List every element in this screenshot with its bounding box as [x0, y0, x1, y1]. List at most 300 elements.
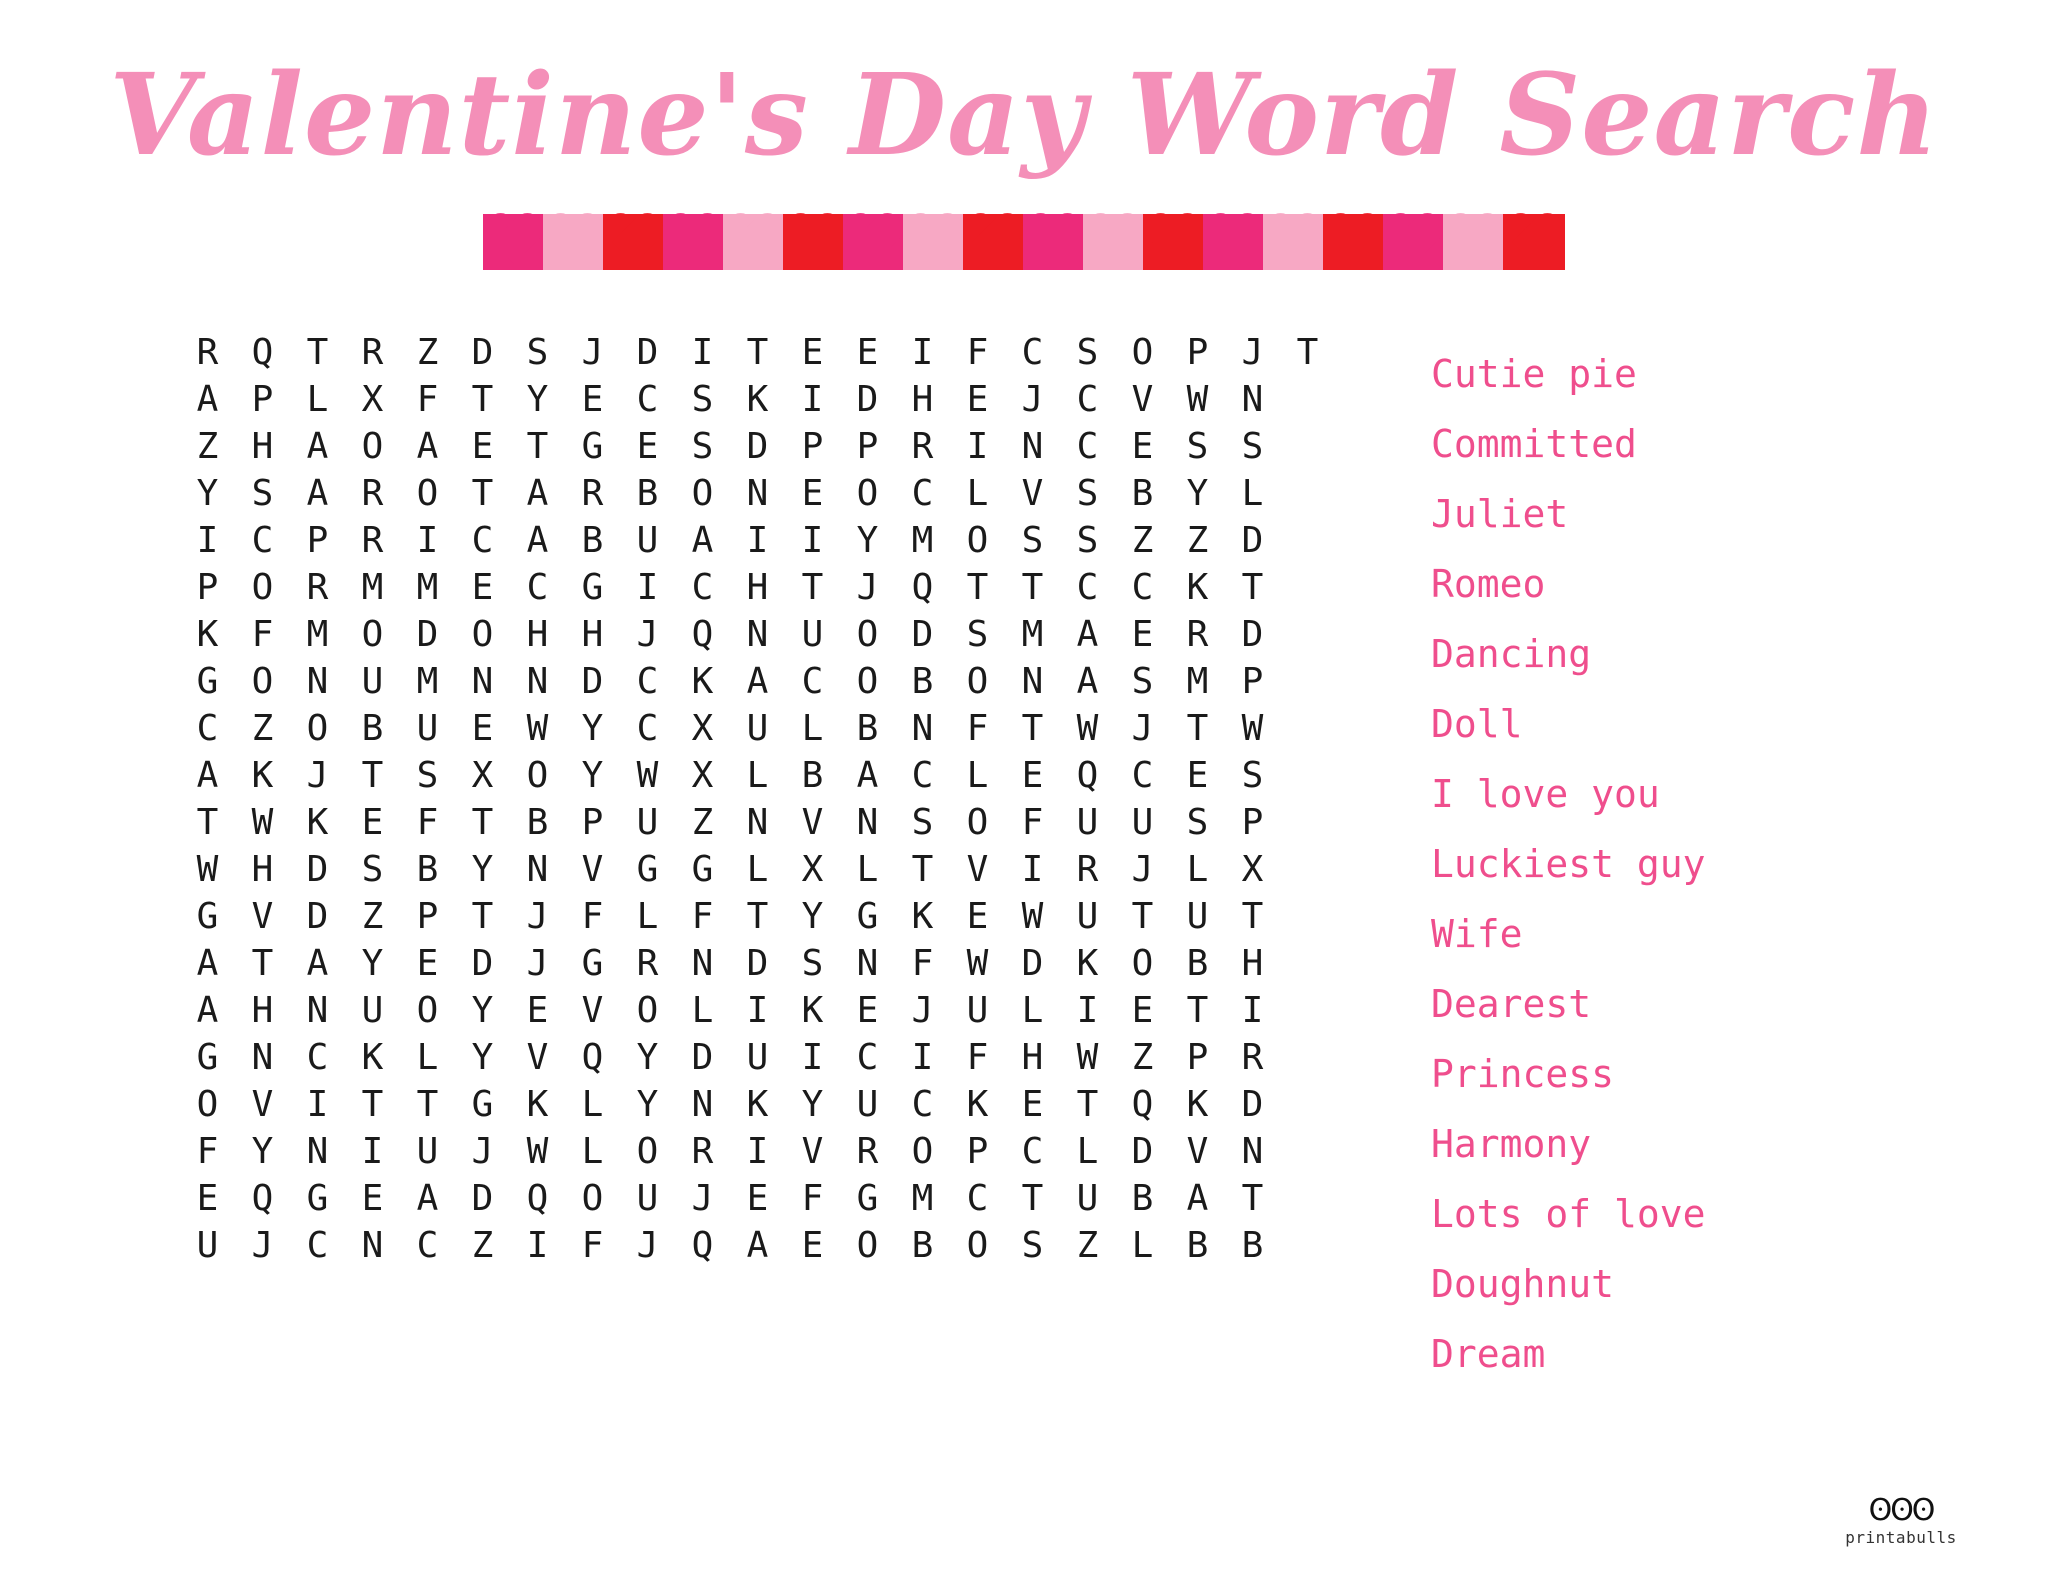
- grid-cell[interactable]: T: [1241, 1177, 1264, 1219]
- grid-cell[interactable]: L: [691, 989, 714, 1031]
- grid-cell[interactable]: T: [1186, 989, 1209, 1031]
- grid-cell[interactable]: U: [856, 1083, 879, 1125]
- grid-cell[interactable]: P: [1186, 1036, 1209, 1078]
- grid-cell[interactable]: I: [1021, 848, 1044, 890]
- grid-cell[interactable]: X: [691, 707, 714, 749]
- grid-cell[interactable]: E: [471, 425, 494, 467]
- grid-cell[interactable]: O: [416, 472, 439, 514]
- grid-cell[interactable]: N: [856, 801, 879, 843]
- grid-cell[interactable]: O: [856, 472, 879, 514]
- grid-cell[interactable]: S: [1076, 519, 1099, 561]
- grid-cell[interactable]: Y: [636, 1083, 659, 1125]
- grid-cell[interactable]: Z: [251, 707, 274, 749]
- grid-cell[interactable]: N: [746, 472, 769, 514]
- grid-cell[interactable]: E: [581, 378, 604, 420]
- grid-cell[interactable]: S: [251, 472, 274, 514]
- grid-cell[interactable]: F: [966, 707, 989, 749]
- grid-cell[interactable]: H: [251, 425, 274, 467]
- grid-cell[interactable]: C: [1131, 754, 1154, 796]
- grid-cell[interactable]: L: [1131, 1224, 1154, 1266]
- grid-cell[interactable]: D: [471, 1177, 494, 1219]
- grid-cell[interactable]: C: [691, 566, 714, 608]
- grid-cell[interactable]: S: [1186, 801, 1209, 843]
- grid-cell[interactable]: T: [746, 895, 769, 937]
- grid-cell[interactable]: W: [1076, 1036, 1099, 1078]
- grid-cell[interactable]: O: [966, 1224, 989, 1266]
- grid-cell[interactable]: W: [636, 754, 659, 796]
- grid-cell[interactable]: I: [306, 1083, 329, 1125]
- grid-cell[interactable]: H: [1241, 942, 1264, 984]
- grid-cell[interactable]: L: [746, 754, 769, 796]
- grid-cell[interactable]: P: [1186, 331, 1209, 373]
- grid-cell[interactable]: M: [1021, 613, 1044, 655]
- grid-cell[interactable]: S: [1021, 1224, 1044, 1266]
- grid-cell[interactable]: M: [1186, 660, 1209, 702]
- grid-cell[interactable]: U: [1131, 801, 1154, 843]
- grid-cell[interactable]: G: [471, 1083, 494, 1125]
- grid-cell[interactable]: O: [416, 989, 439, 1031]
- grid-cell[interactable]: S: [361, 848, 384, 890]
- grid-cell[interactable]: C: [416, 1224, 439, 1266]
- grid-cell[interactable]: Q: [691, 613, 714, 655]
- grid-cell[interactable]: D: [746, 942, 769, 984]
- grid-cell[interactable]: B: [856, 707, 879, 749]
- grid-cell[interactable]: I: [196, 519, 219, 561]
- grid-cell[interactable]: O: [691, 472, 714, 514]
- grid-cell[interactable]: S: [1186, 425, 1209, 467]
- word-list-item[interactable]: Committed: [1431, 421, 1637, 466]
- grid-cell[interactable]: T: [746, 331, 769, 373]
- grid-cell[interactable]: N: [1021, 660, 1044, 702]
- grid-cell[interactable]: K: [801, 989, 824, 1031]
- grid-cell[interactable]: G: [196, 1036, 219, 1078]
- grid-cell[interactable]: F: [196, 1130, 219, 1172]
- grid-cell[interactable]: E: [416, 942, 439, 984]
- grid-cell[interactable]: E: [1021, 754, 1044, 796]
- grid-cell[interactable]: Q: [251, 1177, 274, 1219]
- grid-cell[interactable]: U: [966, 989, 989, 1031]
- grid-cell[interactable]: O: [966, 801, 989, 843]
- grid-cell[interactable]: R: [636, 942, 659, 984]
- grid-cell[interactable]: D: [1021, 942, 1044, 984]
- grid-cell[interactable]: F: [581, 895, 604, 937]
- grid-cell[interactable]: D: [1131, 1130, 1154, 1172]
- grid-cell[interactable]: C: [471, 519, 494, 561]
- grid-cell[interactable]: E: [1131, 989, 1154, 1031]
- grid-cell[interactable]: Y: [471, 1036, 494, 1078]
- grid-cell[interactable]: A: [196, 989, 219, 1031]
- grid-cell[interactable]: K: [1186, 1083, 1209, 1125]
- grid-cell[interactable]: P: [306, 519, 329, 561]
- grid-cell[interactable]: S: [416, 754, 439, 796]
- grid-cell[interactable]: N: [526, 848, 549, 890]
- word-list-item[interactable]: Dream: [1431, 1331, 1546, 1376]
- grid-cell[interactable]: E: [471, 566, 494, 608]
- grid-cell[interactable]: L: [581, 1083, 604, 1125]
- grid-cell[interactable]: Q: [1076, 754, 1099, 796]
- grid-cell[interactable]: I: [636, 566, 659, 608]
- grid-cell[interactable]: K: [1076, 942, 1099, 984]
- grid-cell[interactable]: J: [636, 613, 659, 655]
- grid-cell[interactable]: K: [526, 1083, 549, 1125]
- grid-cell[interactable]: L: [306, 378, 329, 420]
- grid-cell[interactable]: I: [746, 1130, 769, 1172]
- grid-cell[interactable]: Z: [196, 425, 219, 467]
- grid-cell[interactable]: J: [526, 942, 549, 984]
- grid-cell[interactable]: B: [801, 754, 824, 796]
- grid-cell[interactable]: L: [746, 848, 769, 890]
- grid-cell[interactable]: Z: [1131, 1036, 1154, 1078]
- grid-cell[interactable]: T: [1021, 707, 1044, 749]
- grid-cell[interactable]: T: [251, 942, 274, 984]
- grid-cell[interactable]: P: [1241, 660, 1264, 702]
- grid-cell[interactable]: O: [196, 1083, 219, 1125]
- grid-cell[interactable]: Q: [1131, 1083, 1154, 1125]
- grid-cell[interactable]: K: [691, 660, 714, 702]
- grid-cell[interactable]: X: [361, 378, 384, 420]
- grid-cell[interactable]: V: [966, 848, 989, 890]
- grid-cell[interactable]: S: [911, 801, 934, 843]
- grid-cell[interactable]: C: [966, 1177, 989, 1219]
- grid-cell[interactable]: N: [691, 1083, 714, 1125]
- grid-cell[interactable]: N: [1241, 378, 1264, 420]
- grid-cell[interactable]: T: [966, 566, 989, 608]
- grid-cell[interactable]: C: [856, 1036, 879, 1078]
- grid-cell[interactable]: G: [306, 1177, 329, 1219]
- grid-cell[interactable]: Z: [361, 895, 384, 937]
- word-list-item[interactable]: Dearest: [1431, 981, 1592, 1026]
- grid-cell[interactable]: B: [911, 660, 934, 702]
- grid-cell[interactable]: F: [416, 801, 439, 843]
- grid-cell[interactable]: U: [636, 801, 659, 843]
- grid-cell[interactable]: J: [911, 989, 934, 1031]
- grid-cell[interactable]: C: [911, 754, 934, 796]
- grid-cell[interactable]: K: [361, 1036, 384, 1078]
- grid-cell[interactable]: O: [361, 613, 384, 655]
- grid-cell[interactable]: J: [636, 1224, 659, 1266]
- grid-cell[interactable]: O: [966, 519, 989, 561]
- grid-cell[interactable]: L: [1021, 989, 1044, 1031]
- grid-cell[interactable]: M: [361, 566, 384, 608]
- grid-cell[interactable]: E: [636, 425, 659, 467]
- grid-cell[interactable]: R: [1186, 613, 1209, 655]
- grid-cell[interactable]: P: [196, 566, 219, 608]
- grid-cell[interactable]: G: [856, 895, 879, 937]
- grid-cell[interactable]: S: [1076, 331, 1099, 373]
- grid-cell[interactable]: R: [911, 425, 934, 467]
- grid-cell[interactable]: W: [526, 1130, 549, 1172]
- grid-cell[interactable]: C: [306, 1036, 329, 1078]
- grid-cell[interactable]: O: [1131, 331, 1154, 373]
- grid-cell[interactable]: D: [1241, 519, 1264, 561]
- grid-cell[interactable]: C: [1076, 378, 1099, 420]
- grid-cell[interactable]: T: [1241, 566, 1264, 608]
- grid-cell[interactable]: R: [361, 519, 384, 561]
- grid-cell[interactable]: Z: [1131, 519, 1154, 561]
- grid-cell[interactable]: F: [416, 378, 439, 420]
- grid-cell[interactable]: I: [746, 989, 769, 1031]
- grid-cell[interactable]: O: [856, 613, 879, 655]
- grid-cell[interactable]: R: [581, 472, 604, 514]
- grid-cell[interactable]: C: [911, 472, 934, 514]
- grid-cell[interactable]: F: [966, 331, 989, 373]
- grid-cell[interactable]: M: [911, 1177, 934, 1219]
- grid-cell[interactable]: Y: [856, 519, 879, 561]
- grid-cell[interactable]: A: [1076, 660, 1099, 702]
- grid-cell[interactable]: D: [581, 660, 604, 702]
- grid-cell[interactable]: H: [746, 566, 769, 608]
- grid-cell[interactable]: O: [251, 566, 274, 608]
- grid-cell[interactable]: A: [306, 425, 329, 467]
- grid-cell[interactable]: T: [196, 801, 219, 843]
- grid-cell[interactable]: Z: [1076, 1224, 1099, 1266]
- word-list-item[interactable]: Luckiest guy: [1431, 841, 1706, 886]
- grid-cell[interactable]: L: [1241, 472, 1264, 514]
- grid-cell[interactable]: A: [196, 378, 219, 420]
- grid-cell[interactable]: O: [361, 425, 384, 467]
- grid-cell[interactable]: L: [581, 1130, 604, 1172]
- grid-cell[interactable]: D: [471, 331, 494, 373]
- grid-cell[interactable]: E: [196, 1177, 219, 1219]
- word-list-item[interactable]: Wife: [1431, 911, 1523, 956]
- grid-cell[interactable]: D: [636, 331, 659, 373]
- grid-cell[interactable]: I: [801, 378, 824, 420]
- grid-cell[interactable]: O: [526, 754, 549, 796]
- grid-cell[interactable]: O: [1131, 942, 1154, 984]
- grid-cell[interactable]: G: [856, 1177, 879, 1219]
- grid-cell[interactable]: C: [526, 566, 549, 608]
- grid-cell[interactable]: K: [746, 1083, 769, 1125]
- grid-cell[interactable]: O: [636, 1130, 659, 1172]
- grid-cell[interactable]: A: [691, 519, 714, 561]
- grid-cell[interactable]: V: [1021, 472, 1044, 514]
- word-search-grid[interactable]: [180, 329, 1335, 1269]
- grid-cell[interactable]: O: [856, 1224, 879, 1266]
- grid-cell[interactable]: E: [361, 801, 384, 843]
- grid-cell[interactable]: Q: [251, 331, 274, 373]
- grid-cell[interactable]: U: [416, 707, 439, 749]
- grid-cell[interactable]: J: [306, 754, 329, 796]
- grid-cell[interactable]: T: [471, 801, 494, 843]
- grid-cell[interactable]: W: [196, 848, 219, 890]
- grid-cell[interactable]: H: [526, 613, 549, 655]
- grid-cell[interactable]: S: [1021, 519, 1044, 561]
- grid-cell[interactable]: L: [801, 707, 824, 749]
- grid-cell[interactable]: A: [856, 754, 879, 796]
- grid-cell[interactable]: H: [1021, 1036, 1044, 1078]
- grid-cell[interactable]: O: [471, 613, 494, 655]
- grid-cell[interactable]: G: [581, 425, 604, 467]
- grid-cell[interactable]: U: [1076, 801, 1099, 843]
- grid-cell[interactable]: O: [251, 660, 274, 702]
- grid-cell[interactable]: Z: [691, 801, 714, 843]
- grid-cell[interactable]: V: [801, 801, 824, 843]
- grid-cell[interactable]: T: [361, 754, 384, 796]
- grid-cell[interactable]: J: [581, 331, 604, 373]
- grid-cell[interactable]: F: [801, 1177, 824, 1219]
- word-list-item[interactable]: Lots of love: [1431, 1191, 1706, 1236]
- grid-cell[interactable]: Y: [471, 989, 494, 1031]
- grid-cell[interactable]: I: [966, 425, 989, 467]
- grid-cell[interactable]: N: [526, 660, 549, 702]
- grid-cell[interactable]: P: [1241, 801, 1264, 843]
- grid-cell[interactable]: I: [526, 1224, 549, 1266]
- grid-cell[interactable]: T: [1186, 707, 1209, 749]
- grid-cell[interactable]: L: [1076, 1130, 1099, 1172]
- grid-cell[interactable]: U: [361, 660, 384, 702]
- grid-cell[interactable]: T: [1076, 1083, 1099, 1125]
- grid-cell[interactable]: L: [1186, 848, 1209, 890]
- grid-cell[interactable]: U: [636, 519, 659, 561]
- grid-cell[interactable]: E: [471, 707, 494, 749]
- grid-cell[interactable]: E: [1131, 613, 1154, 655]
- grid-cell[interactable]: L: [966, 472, 989, 514]
- grid-cell[interactable]: C: [636, 707, 659, 749]
- grid-cell[interactable]: W: [526, 707, 549, 749]
- grid-cell[interactable]: R: [691, 1130, 714, 1172]
- grid-cell[interactable]: F: [581, 1224, 604, 1266]
- grid-cell[interactable]: R: [361, 331, 384, 373]
- grid-cell[interactable]: E: [1186, 754, 1209, 796]
- grid-cell[interactable]: A: [1186, 1177, 1209, 1219]
- grid-cell[interactable]: S: [691, 425, 714, 467]
- grid-cell[interactable]: D: [416, 613, 439, 655]
- grid-cell[interactable]: I: [1241, 989, 1264, 1031]
- grid-cell[interactable]: Z: [1186, 519, 1209, 561]
- grid-cell[interactable]: V: [801, 1130, 824, 1172]
- grid-cell[interactable]: U: [746, 707, 769, 749]
- grid-cell[interactable]: F: [1021, 801, 1044, 843]
- grid-cell[interactable]: R: [196, 331, 219, 373]
- grid-cell[interactable]: X: [1241, 848, 1264, 890]
- grid-cell[interactable]: X: [471, 754, 494, 796]
- grid-cell[interactable]: O: [581, 1177, 604, 1219]
- grid-cell[interactable]: W: [1241, 707, 1264, 749]
- grid-cell[interactable]: A: [306, 472, 329, 514]
- grid-cell[interactable]: Q: [526, 1177, 549, 1219]
- grid-cell[interactable]: K: [746, 378, 769, 420]
- grid-cell[interactable]: J: [691, 1177, 714, 1219]
- grid-cell[interactable]: O: [856, 660, 879, 702]
- grid-cell[interactable]: U: [1076, 895, 1099, 937]
- grid-cell[interactable]: S: [526, 331, 549, 373]
- grid-cell[interactable]: V: [526, 1036, 549, 1078]
- grid-cell[interactable]: N: [746, 613, 769, 655]
- grid-cell[interactable]: Q: [581, 1036, 604, 1078]
- grid-cell[interactable]: U: [196, 1224, 219, 1266]
- grid-cell[interactable]: I: [911, 331, 934, 373]
- grid-cell[interactable]: N: [306, 660, 329, 702]
- grid-cell[interactable]: N: [306, 989, 329, 1031]
- grid-cell[interactable]: S: [966, 613, 989, 655]
- grid-cell[interactable]: D: [856, 378, 879, 420]
- grid-cell[interactable]: A: [746, 660, 769, 702]
- grid-cell[interactable]: W: [1186, 378, 1209, 420]
- grid-cell[interactable]: T: [1296, 331, 1319, 373]
- grid-cell[interactable]: N: [746, 801, 769, 843]
- grid-cell[interactable]: B: [1186, 942, 1209, 984]
- grid-cell[interactable]: A: [306, 942, 329, 984]
- grid-cell[interactable]: E: [1131, 425, 1154, 467]
- grid-cell[interactable]: N: [1241, 1130, 1264, 1172]
- grid-cell[interactable]: J: [856, 566, 879, 608]
- grid-cell[interactable]: Y: [801, 895, 824, 937]
- grid-cell[interactable]: J: [1021, 378, 1044, 420]
- grid-cell[interactable]: I: [416, 519, 439, 561]
- word-list-item[interactable]: Cutie pie: [1431, 351, 1637, 396]
- grid-cell[interactable]: B: [1186, 1224, 1209, 1266]
- grid-cell[interactable]: Q: [691, 1224, 714, 1266]
- grid-cell[interactable]: R: [306, 566, 329, 608]
- grid-cell[interactable]: N: [361, 1224, 384, 1266]
- grid-cell[interactable]: Q: [911, 566, 934, 608]
- grid-cell[interactable]: P: [251, 378, 274, 420]
- grid-cell[interactable]: G: [196, 660, 219, 702]
- grid-cell[interactable]: T: [526, 425, 549, 467]
- grid-cell[interactable]: S: [1076, 472, 1099, 514]
- grid-cell[interactable]: I: [361, 1130, 384, 1172]
- grid-cell[interactable]: I: [911, 1036, 934, 1078]
- grid-cell[interactable]: I: [746, 519, 769, 561]
- grid-cell[interactable]: C: [911, 1083, 934, 1125]
- grid-cell[interactable]: Y: [581, 754, 604, 796]
- grid-cell[interactable]: A: [1076, 613, 1099, 655]
- grid-cell[interactable]: Z: [416, 331, 439, 373]
- grid-cell[interactable]: T: [471, 472, 494, 514]
- grid-cell[interactable]: E: [856, 331, 879, 373]
- grid-cell[interactable]: C: [196, 707, 219, 749]
- grid-cell[interactable]: J: [1241, 331, 1264, 373]
- word-list-item[interactable]: Juliet: [1431, 491, 1569, 536]
- grid-cell[interactable]: Y: [251, 1130, 274, 1172]
- word-list-item[interactable]: Princess: [1431, 1051, 1615, 1096]
- grid-cell[interactable]: A: [526, 472, 549, 514]
- grid-cell[interactable]: U: [416, 1130, 439, 1172]
- grid-cell[interactable]: G: [691, 848, 714, 890]
- grid-cell[interactable]: V: [251, 895, 274, 937]
- grid-cell[interactable]: L: [636, 895, 659, 937]
- grid-cell[interactable]: E: [966, 895, 989, 937]
- grid-cell[interactable]: C: [306, 1224, 329, 1266]
- grid-cell[interactable]: E: [801, 472, 824, 514]
- grid-cell[interactable]: J: [1131, 848, 1154, 890]
- grid-cell[interactable]: B: [1241, 1224, 1264, 1266]
- grid-cell[interactable]: D: [471, 942, 494, 984]
- grid-cell[interactable]: E: [1021, 1083, 1044, 1125]
- grid-cell[interactable]: D: [1241, 1083, 1264, 1125]
- grid-cell[interactable]: E: [856, 989, 879, 1031]
- grid-cell[interactable]: I: [1076, 989, 1099, 1031]
- grid-cell[interactable]: W: [966, 942, 989, 984]
- grid-cell[interactable]: E: [526, 989, 549, 1031]
- grid-cell[interactable]: N: [1021, 425, 1044, 467]
- grid-cell[interactable]: Y: [196, 472, 219, 514]
- grid-cell[interactable]: U: [746, 1036, 769, 1078]
- word-list-item[interactable]: Doughnut: [1431, 1261, 1615, 1306]
- grid-cell[interactable]: Y: [471, 848, 494, 890]
- grid-cell[interactable]: I: [801, 1036, 824, 1078]
- grid-cell[interactable]: N: [911, 707, 934, 749]
- grid-cell[interactable]: S: [1131, 660, 1154, 702]
- grid-cell[interactable]: C: [636, 378, 659, 420]
- grid-cell[interactable]: P: [966, 1130, 989, 1172]
- grid-cell[interactable]: C: [801, 660, 824, 702]
- grid-cell[interactable]: H: [581, 613, 604, 655]
- grid-cell[interactable]: L: [856, 848, 879, 890]
- grid-cell[interactable]: F: [911, 942, 934, 984]
- grid-cell[interactable]: N: [856, 942, 879, 984]
- grid-cell[interactable]: N: [251, 1036, 274, 1078]
